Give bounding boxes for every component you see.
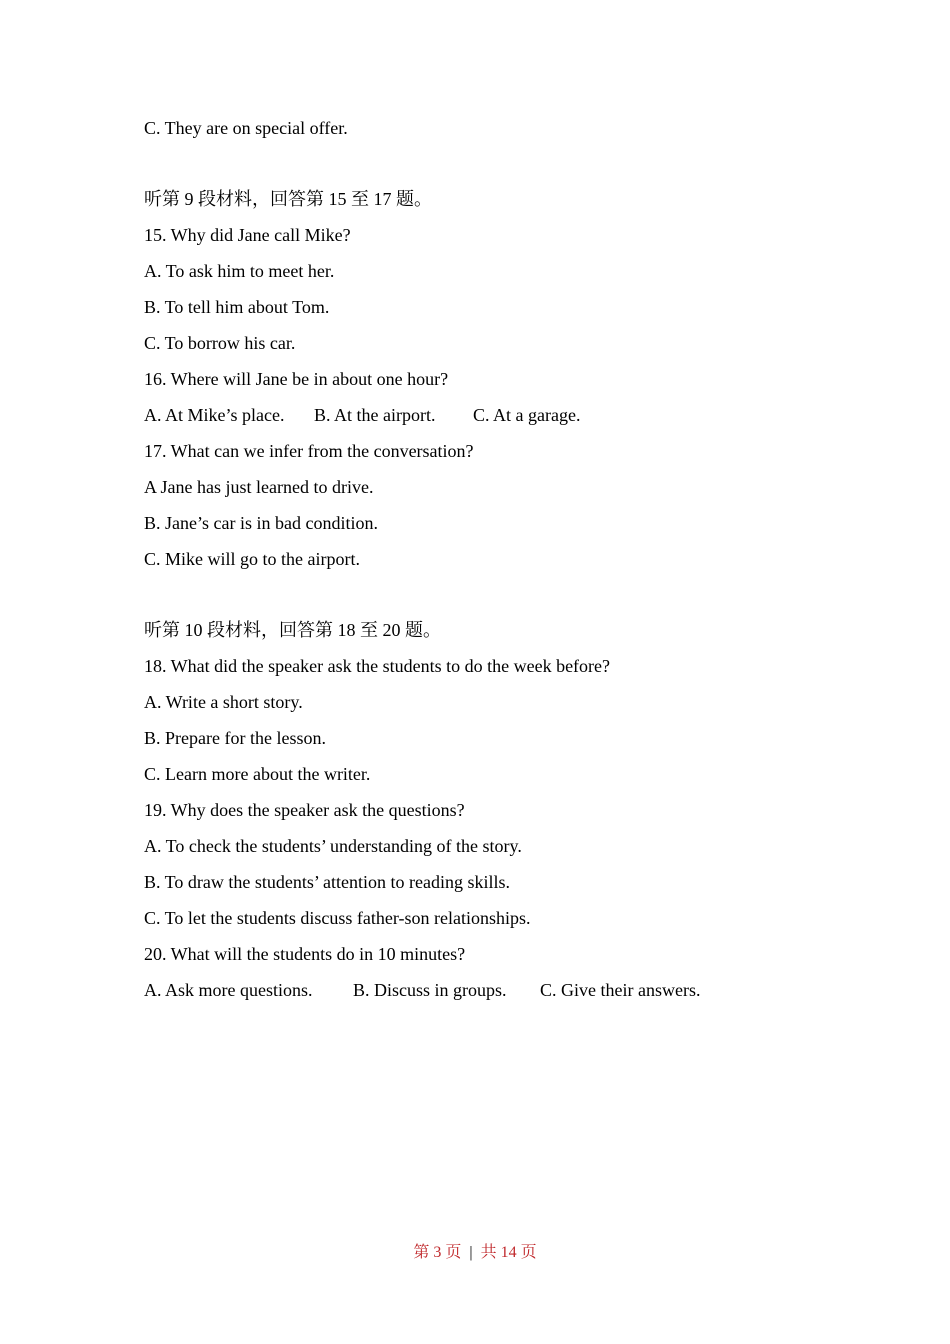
option-18b: B. Prepare for the lesson. (144, 728, 326, 748)
option-17a: A Jane has just learned to drive. (144, 477, 374, 497)
option-20c: C. Give their answers. (540, 980, 701, 1000)
option-20a: A. Ask more questions. (144, 980, 313, 1000)
option-17c: C. Mike will go to the airport. (144, 549, 360, 569)
question-18: 18. What did the speaker ask the students to do the week before? (144, 656, 611, 676)
question-16-options (144, 403, 744, 427)
page-footer (0, 1243, 950, 1263)
option-16c: C. At a garage. (473, 405, 581, 425)
option-17b: B. Jane’s car is in bad condition. (144, 513, 378, 533)
question-16: 16. Where will Jane be in about one hour? (144, 369, 449, 389)
section-10-instruction: 听第 10 段材料，回答第 18 至 20 题。 (144, 620, 441, 640)
question-15: 15. Why did Jane call Mike? (144, 225, 351, 245)
question-19: 19. Why does the speaker ask the questions? (144, 800, 465, 820)
page-number-total: 共 14 页 (480, 1244, 537, 1261)
page-number-current: 第 3 页 (413, 1244, 462, 1261)
question-17: 17. What can we infer from the conversation? (144, 441, 474, 461)
option-14c: C. They are on special offer. (144, 118, 348, 138)
option-15c: C. To borrow his car. (144, 333, 296, 353)
option-19b: B. To draw the students’ attention to reading skills. (144, 872, 511, 892)
option-16a: A. At Mike’s place. (144, 405, 285, 425)
option-19c: C. To let the students discuss father-son relationships. (144, 908, 531, 928)
option-19a: A. To check the students’ understanding of the story. (144, 836, 522, 856)
question-20: 20. What will the students do in 10 minutes? (144, 944, 466, 964)
option-15a: A. To ask him to meet her. (144, 261, 335, 281)
option-16b: B. At the airport. (314, 405, 436, 425)
option-18c: C. Learn more about the writer. (144, 764, 371, 784)
option-20b: B. Discuss in groups. (353, 980, 507, 1000)
question-20-options (144, 978, 784, 1002)
section-9-instruction: 听第 9 段材料，回答第 15 至 17 题。 (144, 189, 432, 209)
option-15b: B. To tell him about Tom. (144, 297, 330, 317)
footer-separator: | (469, 1244, 473, 1261)
option-18a: A. Write a short story. (144, 692, 303, 712)
